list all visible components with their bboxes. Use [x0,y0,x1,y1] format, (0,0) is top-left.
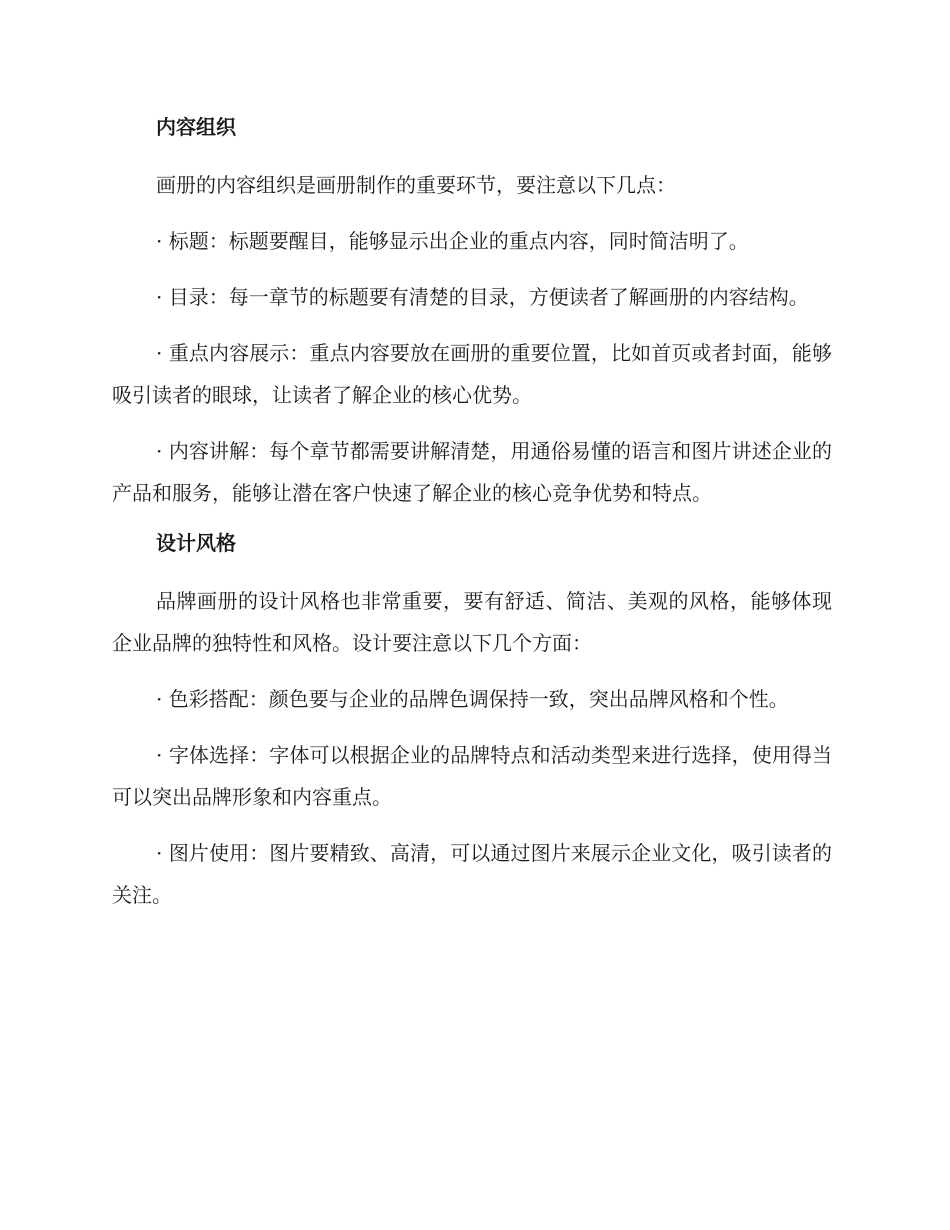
document-body [112,110,832,916]
bullet-item-font: · 字体选择：字体可以根据企业的品牌特点和活动类型来进行选择，使用得当可以突出品牌形象和内容重点。 [112,743,832,809]
bullet-item-key-content: · 重点内容展示：重点内容要放在画册的重要位置，比如首页或者封面，能够吸引读者的眼球，让读者了解企业的核心优势。 [112,341,832,407]
bullet-item-toc: · 目录：每一章节的标题要有清楚的目录，方便读者了解画册的内容结构。 [156,285,809,309]
section-intro: 画册的内容组织是画册制作的重要环节，要注意以下几点： [156,173,676,197]
bullet-item-image: · 图片使用：图片要精致、高清，可以通过图片来展示企业文化，吸引读者的关注。 [112,841,832,907]
bullet-item-title: · 标题：标题要醒目，能够显示出企业的重点内容，同时简洁明了。 [156,229,749,253]
bullet-item-explanation: · 内容讲解：每个章节都需要讲解清楚，用通俗易懂的语言和图片讲述企业的产品和服务，能够让潜在客户快速了解企业的核心竞争优势和特点。 [112,439,832,505]
section-intro: 品牌画册的设计风格也非常重要，要有舒适、简洁、美观的风格，能够体现企业品牌的独特性和风格。设计要注意以下几个方面： [112,589,832,655]
bullet-item-color: · 色彩搭配：颜色要与企业的品牌色调保持一致，突出品牌风格和个性。 [156,687,789,711]
section-heading-content-organization: 内容组织 [156,115,236,139]
section-heading-design-style: 设计风格 [156,531,236,555]
